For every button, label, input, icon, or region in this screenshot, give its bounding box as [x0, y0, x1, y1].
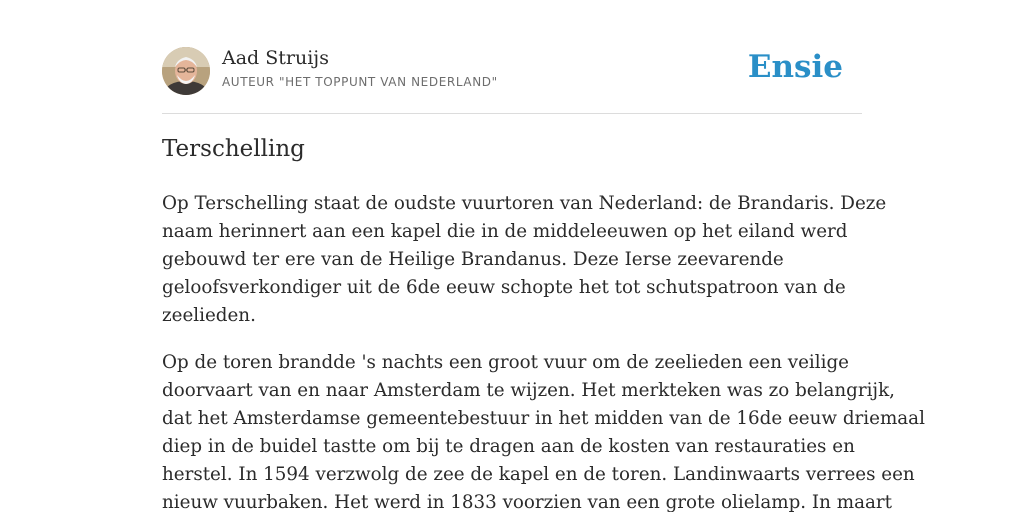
text-line: herstel. In 1594 verzwolg de zee de kapel en de toren. Landinwaarts verrees een: [162, 464, 915, 485]
brand-logo[interactable]: Ensie: [747, 49, 843, 85]
text-line: Op Terschelling staat de oudste vuurtoren van Nederland: de Brandaris. Deze: [162, 193, 887, 214]
text-line: gebouwd ter ere van de Heilige Brandanus. Deze Ierse zeevarende: [162, 249, 784, 270]
article-header: [162, 46, 862, 96]
text-line: doorvaart van en naar Amsterdam te wijzen. Het merkteken was zo belangrijk,: [162, 380, 895, 401]
article-paragraph: [162, 349, 925, 512]
text-line: zeelieden.: [162, 305, 256, 326]
author-role: AUTEUR "HET TOPPUNT VAN NEDERLAND": [222, 75, 498, 89]
header-divider: [162, 113, 862, 114]
article-body: [162, 190, 925, 512]
text-line: Op de toren brandde 's nachts een groot vuur om de zeelieden een veilige: [162, 352, 849, 373]
author-name[interactable]: Aad Struijs: [222, 47, 329, 69]
author-portrait-icon: [162, 47, 210, 95]
text-line: naam herinnert aan een kapel die in de middeleeuwen op het eiland werd: [162, 221, 848, 242]
article-title: Terschelling: [162, 136, 305, 162]
text-line: diep in de buidel tastte om bij te dragen aan de kosten van restauraties en: [162, 436, 855, 457]
article-paragraph: [162, 190, 887, 330]
text-line: nieuw vuurbaken. Het werd in 1833 voorzien van een grote olielamp. In maart: [162, 492, 892, 512]
author-avatar[interactable]: [162, 47, 210, 95]
text-line: geloofsverkondiger uit de 6de eeuw schopte het tot schutspatroon van de: [162, 277, 846, 298]
text-line: dat het Amsterdamse gemeentebestuur in het midden van de 16de eeuw driemaal: [162, 408, 925, 429]
